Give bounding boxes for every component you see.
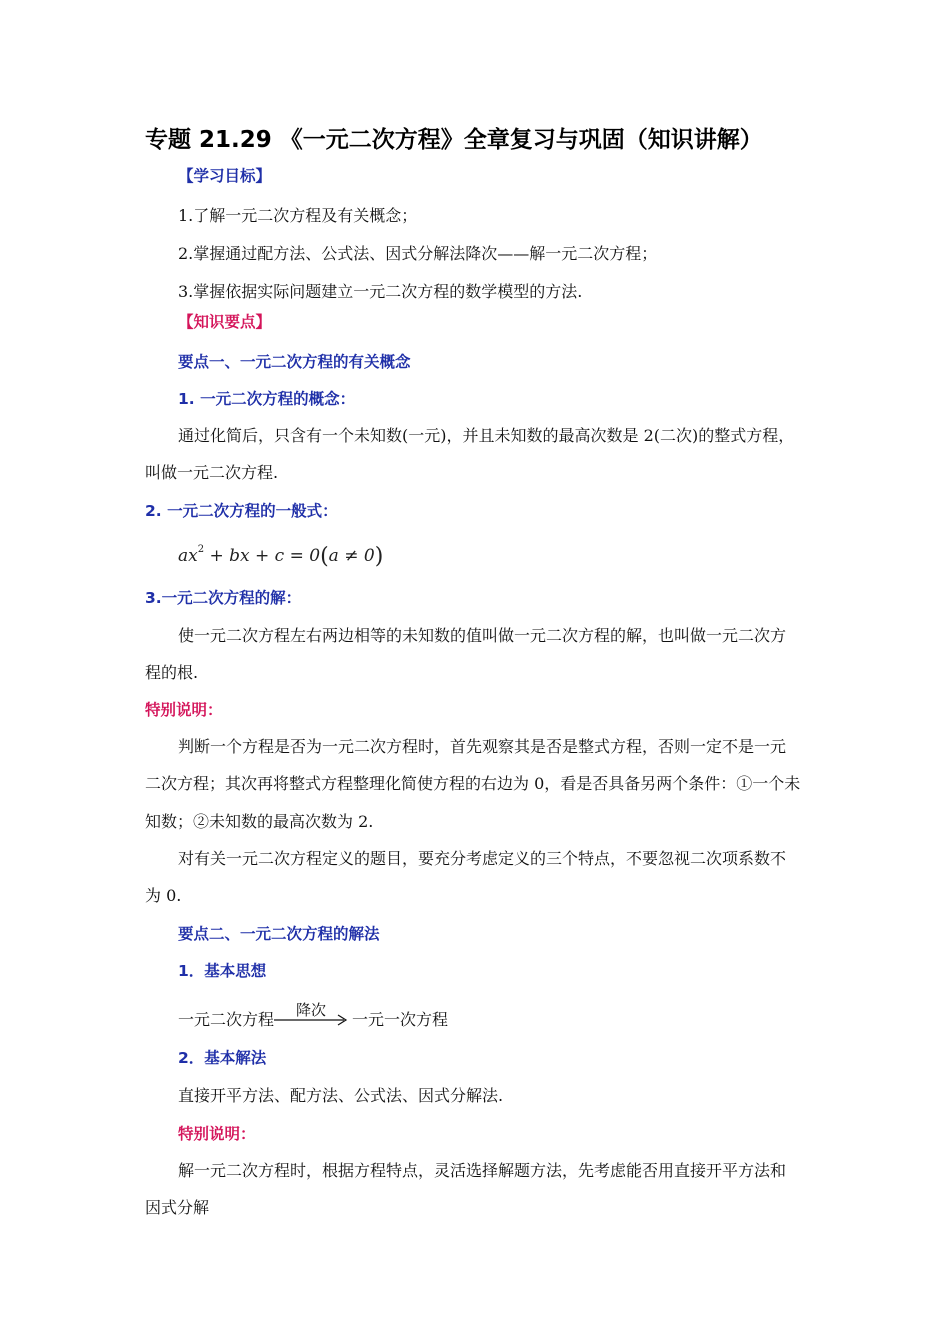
goal-item-3: 3.掌握依据实际问题建立一元二次方程的数学模型的方法. [178,282,583,301]
page-title: 专题 21.29 《一元二次方程》全章复习与巩固（知识讲解） [145,127,763,153]
general-form-formula: $ax^2$ + bx + c = 0(a ≠ 0) [178,544,384,569]
reduce-degree-arrow [274,1000,350,1030]
point2-note-line1: 解一元二次方程时，根据方程特点，灵活选择解题方法，先考虑能否用直接开平方法和 [178,1161,787,1180]
point1-note-title: 特别说明： [145,701,223,719]
point1-sub2-title: 2. 一元二次方程的一般式： [145,502,338,520]
formula-condition: a ≠ 0 [328,546,375,566]
point1-sub3-line2: 程的根. [145,663,199,682]
learning-goals-heading: 【学习目标】 [178,167,272,185]
point1-note-p2-line2: 为 0. [145,886,182,905]
formula-ax: ax [178,546,198,566]
point1-note-p1-line3: 知数；②未知数的最高次数为 2. [145,812,374,831]
point1-sub1-line1: 通过化简后，只含有一个未知数(一元)，并且未知数的最高次数是 2(二次)的整式方程， [178,426,795,445]
idea-right-term: 一元一次方程 [352,1010,449,1029]
knowledge-points-heading: 【知识要点】 [178,313,272,331]
point2-methods: 直接开平方法、配方法、公式法、因式分解法. [178,1086,504,1105]
point2-note-title: 特别说明： [178,1125,256,1143]
point1-sub1-title: 1. 一元二次方程的概念： [178,390,356,408]
point1-sub1-line2: 叫做一元二次方程. [145,463,279,482]
idea-left-term: 一元二次方程 [178,1010,275,1029]
point2-sub2-title: 2．基本解法 [178,1049,267,1067]
point1-note-p1-line2: 二次方程；其次再将整式方程整理化简使方程的右边为 0，看是否具备另两个条件：①一个未 [145,774,801,793]
point1-heading: 要点一、一元二次方程的有关概念 [178,353,411,371]
point2-heading: 要点二、一元二次方程的解法 [178,925,380,943]
arrow-label: 降次 [296,1001,327,1019]
goal-item-2: 2.掌握通过配方法、公式法、因式分解法降次——解一元二次方程； [178,244,658,263]
formula-exponent: 2 [197,544,205,555]
point1-sub3-title: 3.一元二次方程的解： [145,589,302,607]
point1-note-p1-line1: 判断一个方程是否为一元二次方程时，首先观察其是否是整式方程，否则一定不是一元 [178,737,787,756]
point1-note-p2-line1: 对有关一元二次方程定义的题目，要充分考虑定义的三个特点，不要忽视二次项系数不 [178,849,787,868]
arrow-icon [274,1000,350,1030]
goal-item-1: 1.了解一元二次方程及有关概念； [178,206,418,225]
point1-sub3-line1: 使一元二次方程左右两边相等的未知数的值叫做一元二次方程的解，也叫做一元二次方 [178,626,787,645]
formula-rest: + bx + c = 0 [204,546,321,566]
point2-note-line2: 因式分解 [145,1198,210,1217]
point2-sub1-title: 1．基本思想 [178,962,267,980]
